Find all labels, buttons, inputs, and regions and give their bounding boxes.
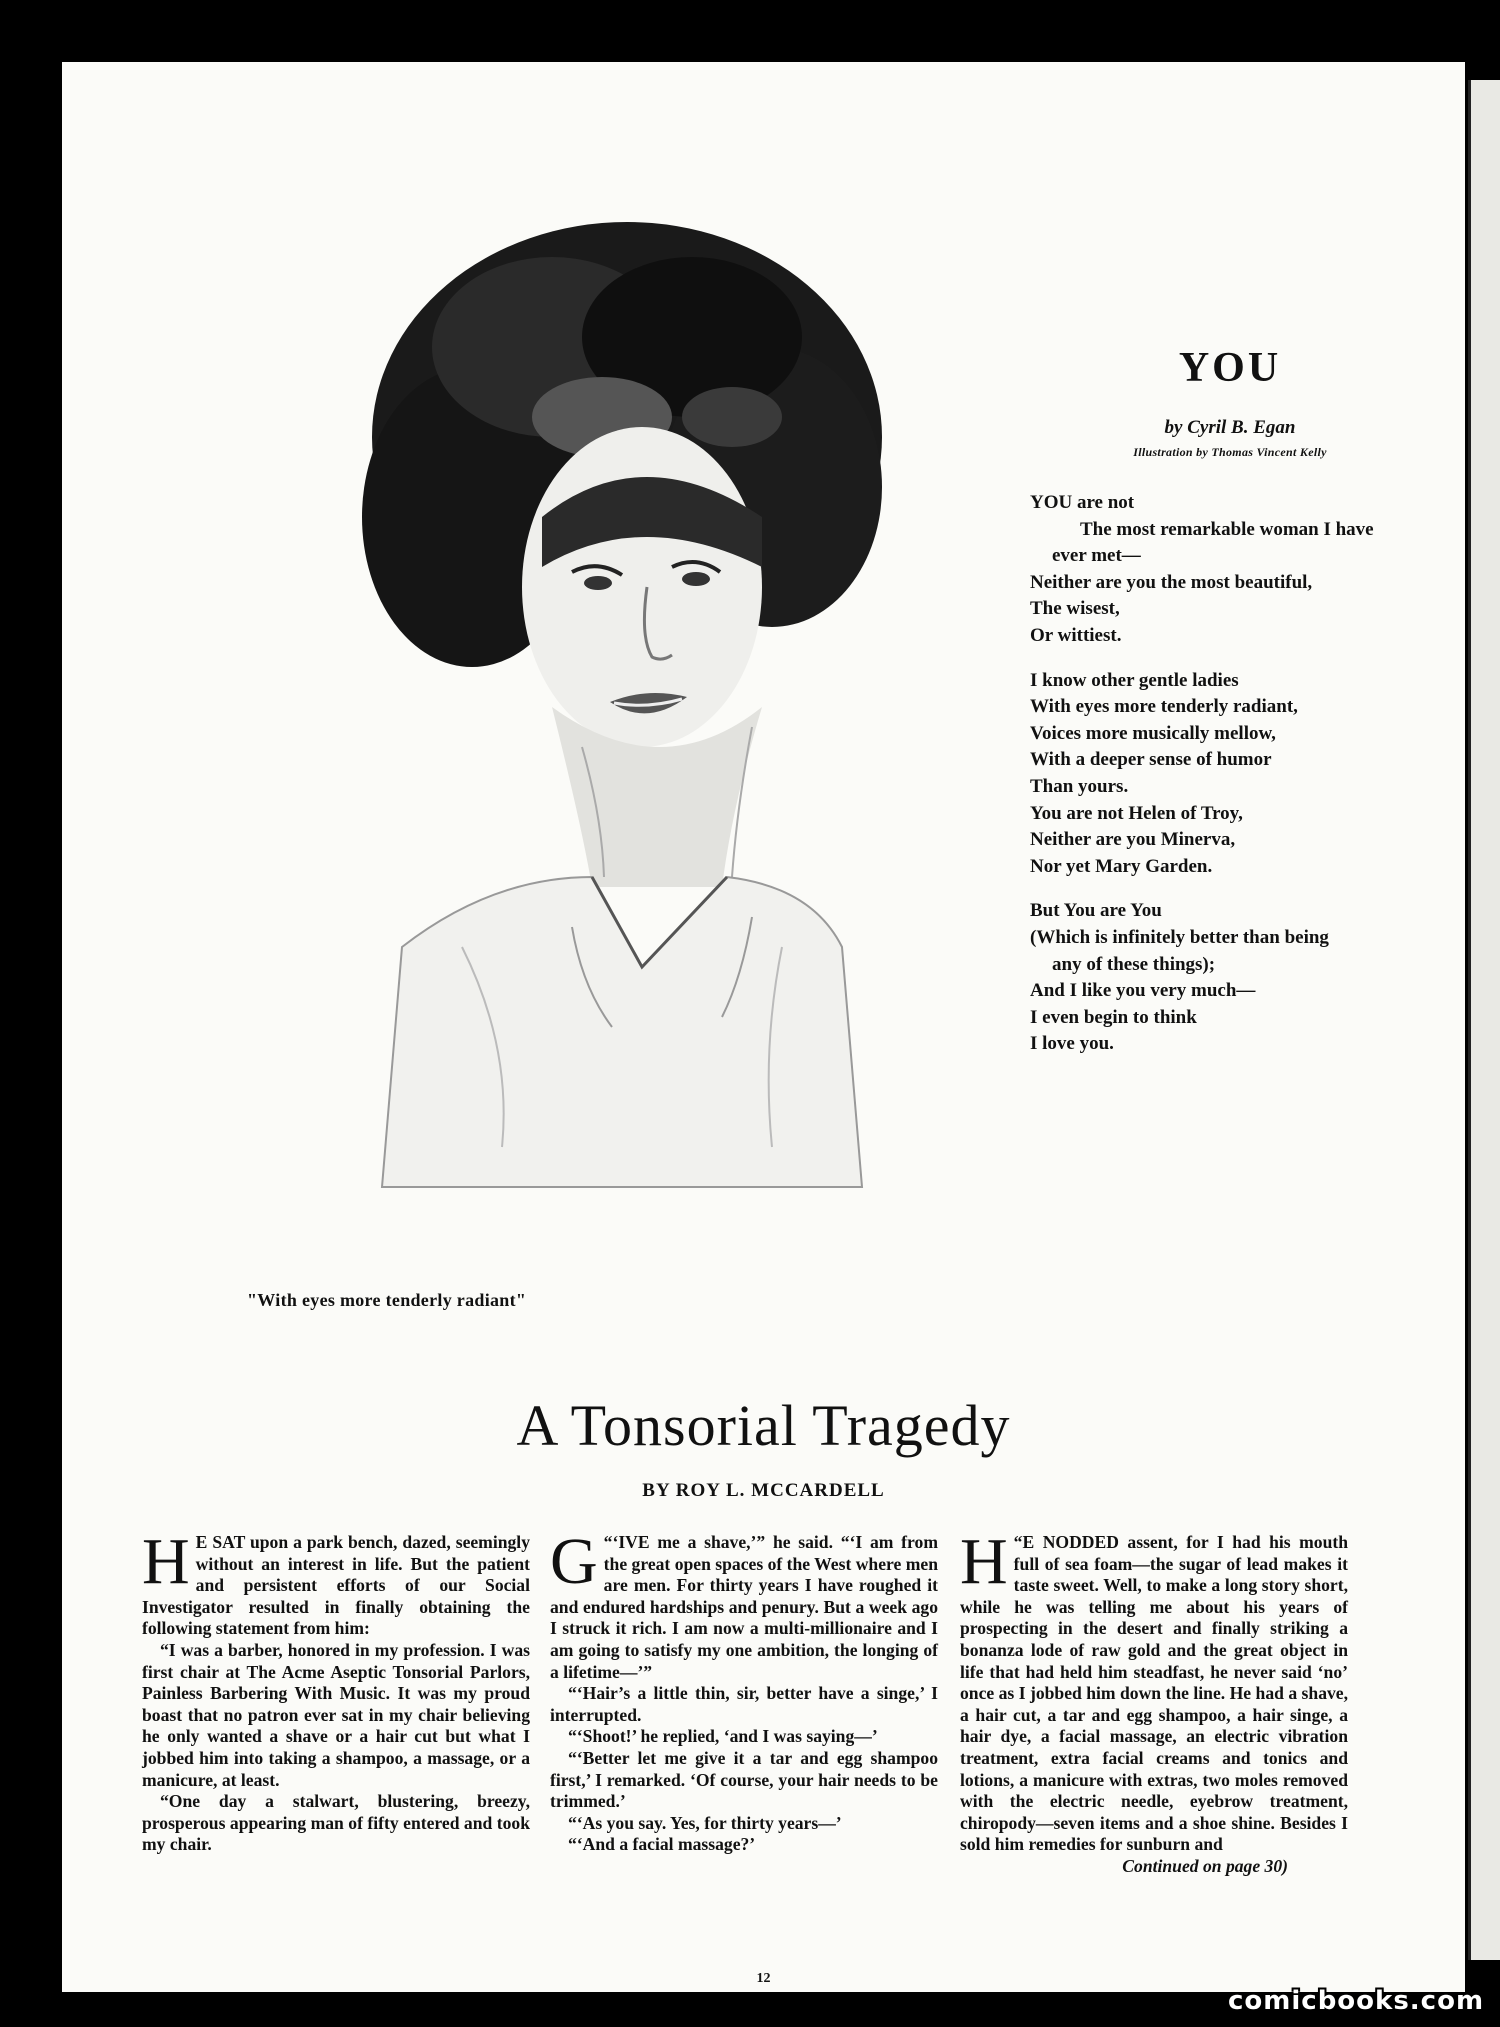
drop-cap: H xyxy=(142,1525,190,1598)
poem-line: Or wittiest. xyxy=(1030,624,1122,646)
paragraph: “‘Better let me give it a tar and egg shampoo first,’ I remarked. ‘Of course, your hair needs to be trimmed.’ xyxy=(550,1747,938,1812)
poem-line: Neither are you the most beautiful, xyxy=(1030,571,1313,593)
poem-line: Voices more musically mellow, xyxy=(1030,722,1276,744)
article-column-2 xyxy=(550,1525,938,1856)
illustration-caption: "With eyes more tenderly radiant" xyxy=(247,1290,527,1310)
article-byline: BY ROY L. MCCARDELL xyxy=(642,1480,885,1501)
poem-stanza xyxy=(1030,668,1440,881)
poem-line: I know other gentle ladies xyxy=(1030,669,1239,691)
page-number: 12 xyxy=(756,1971,771,1986)
watermark: comicbooks.com xyxy=(1228,1986,1485,2016)
article-column-3 xyxy=(960,1525,1348,1878)
poem-line: The wisest, xyxy=(1030,598,1120,620)
poem-line: ever met— xyxy=(1052,545,1141,567)
poem-stanza xyxy=(1030,490,1440,650)
paragraph: “‘As you say. Yes, for thirty years—’ xyxy=(568,1812,842,1833)
poem-line: And I like you very much— xyxy=(1030,980,1256,1002)
poem-line: YOU are not xyxy=(1030,492,1135,513)
continued-note: Continued on page 30) xyxy=(1122,1855,1288,1876)
article-title: A Tonsorial Tragedy xyxy=(516,1393,1011,1458)
portrait-illustration xyxy=(342,187,902,1207)
poem-line: Neither are you Minerva, xyxy=(1030,829,1236,851)
poem-line: any of these things); xyxy=(1052,953,1216,975)
poem-byline: by Cyril B. Egan xyxy=(1164,417,1296,438)
poem-stanza xyxy=(1030,898,1440,1058)
paragraph: “One day a stalwart, blustering, breezy, prosperous appearing man of fifty entered and took my chair. xyxy=(142,1791,530,1855)
poem-line: With a deeper sense of humor xyxy=(1030,749,1272,771)
paragraph: IVE me a shave,’” he said. “‘I am from the great open spaces of the West where men are men. For thirty years I have roughed it and endured hardships and penury. But a week ago I struck it rich. I am now a multi-millionaire and I am going to satisfy my one ambition, the longing of a lifetime—’” xyxy=(550,1532,938,1682)
poem-line: You are not Helen of Troy, xyxy=(1030,802,1243,824)
paragraph: “‘Shoot!’ he replied, ‘and I was saying—’ xyxy=(568,1726,878,1747)
paragraph: “I was a barber, honored in my profession. I was first chair at The Acme Aseptic Tonsorial Parlors, Painless Barbering With Music. It was my proud boast that no patron ever sat in my chair believing he only wanted a shave or a hair cut but what I jobbed him into taking a shampoo, a massage, or a manicure, at least. xyxy=(142,1639,530,1790)
poem-line: Nor yet Mary Garden. xyxy=(1030,855,1213,877)
illustration-credit: Illustration by Thomas Vincent Kelly xyxy=(1133,445,1327,459)
paragraph: “‘Hair’s a little thin, sir, better have a singe,’ I interrupted. xyxy=(550,1683,938,1725)
poem-line: But You are You xyxy=(1030,900,1162,922)
opening-quote: “ xyxy=(1013,1532,1023,1552)
paragraph: E SAT upon a park bench, dazed, seemingly without an interest in life. But the patient and persistent efforts of our Social Investigator resulted in finally obtaining the following statement from him: xyxy=(142,1532,530,1639)
paragraph: E NODDED assent, for I had his mouth full of sea foam—the sugar of lead makes it taste sweet. Well, to make a long story short, while he was telling me about his years of prospecting in the desert and finally striking a bonanza lode of raw gold and the great object in life that had held him steadfast, he never said ‘no’ once as I jobbed him down the line. He had a shave, a hair cut, a tar and egg shampoo, a hair singe, a hair dye, a facial massage, an electric vibration treatment, extra facial creams and tonics and lotions, a manicure with extras, two moles removed with the electric needle, eyebrow treatment, chiropody—seven items and a shoe shine. Besides I sold him remedies for sunburn and xyxy=(960,1532,1348,1855)
opening-quote: “‘ xyxy=(603,1532,619,1552)
paragraph: “‘And a facial massage?’ xyxy=(568,1834,756,1855)
poem-line: I even begin to think xyxy=(1030,1006,1197,1028)
poem-line: With eyes more tenderly radiant, xyxy=(1030,696,1298,718)
poem-line: (Which is infinitely better than being xyxy=(1030,926,1329,948)
drop-cap: H xyxy=(960,1525,1008,1598)
facing-page-edge xyxy=(1468,80,1500,1960)
poem-line: I love you. xyxy=(1030,1033,1114,1055)
poem-line: Than yours. xyxy=(1030,775,1129,797)
poem-line: The most remarkable woman I have xyxy=(1080,518,1374,540)
drop-cap: G xyxy=(550,1525,598,1598)
article-column-1 xyxy=(142,1525,530,1856)
magazine-page xyxy=(62,62,1465,1992)
poem-body xyxy=(1030,490,1440,1076)
poem-title: YOU xyxy=(1178,345,1282,391)
